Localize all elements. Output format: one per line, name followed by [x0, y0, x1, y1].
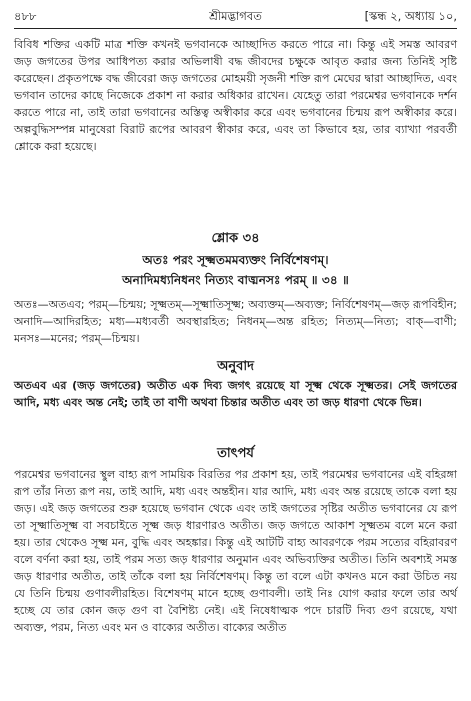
purport-heading: তাৎপর্য [217, 446, 254, 461]
verse-heading: শ্লোক ৩৪ [211, 231, 260, 246]
running-header [14, 8, 457, 28]
verse-text [14, 250, 457, 290]
section-reference: [স্কন্ধ ২, অধ্যায় ১০, [364, 9, 457, 23]
verse-line: অতঃ পরং সূক্ষ্মতমমব্যক্তং নির্বিশেষণম্। [142, 253, 329, 267]
page-number: ৪৮৮ [14, 9, 37, 23]
header-rule [14, 28, 457, 29]
book-title: শ্রীমদ্ভাগবত [209, 9, 262, 23]
intro-paragraph: বিবিধ শক্তির একটি মাত্র শক্তি কখনই ভগবানকে আচ্ছাদিত করতে পারে না। কিন্তু এই সমস্ত আবরণ জড় জগতের উপর আধিপত্য করার অভিলাষী বদ্ধ জীবদের চক্ষুকে আবৃত করার জন্য তিনিই সৃষ্টি করেছেন। প্রকৃতপক্ষে বদ্ধ জীবেরা জড় জগতের মোহময়ী সৃজনী শক্তি রূপ মেঘের দ্বারা আচ্ছাদিত, এবং ভগবান তাদের কাছে নিজেকে প্রকাশ না করার অধিকার রাখেন। যেহেতু তারা পরমেশ্বর ভগবানকে দর্শন করতে পারে না, তাই তারা ভগবানের অস্তিত্ব অস্বীকার করে এবং ভগবানের চিন্ময় রূপ অস্বীকার করে। অল্পবুদ্ধিসম্পন্ন মানুষেরা বিরাট রূপের আবরণ স্বীকার করে, এবং তা কিভাবে হয়, তার ব্যাখ্যা পরবর্তী শ্লোকে করা হয়েছে। [14, 38, 457, 153]
word-meanings: অতঃ—অতএব; পরম্—চিন্ময়; সূক্ষ্মতম্—সূক্ষ্মাতিসূক্ষ্ম; অব্যক্তম্—অব্যক্ত; নির্বিশেষণম্—জড় রূপবিহীন; অনাদি—আদিরহিত; মধ্য—মধ্যবর্তী অবস্থারহিত; নিধনম্—অন্ত রহিত; নিত্যম্—নিত্য; বাক্—বাণী; মনসঃ—মনের; পরম্—চিন্ময়। [14, 298, 457, 345]
verse-line: অনাদিমধ্যনিধনং নিত্যং বাঙ্মনসঃ পরম্ ॥ ৩৪ ॥ [122, 273, 349, 287]
translation-text: অতএব এর (জড় জগতের) অতীত এক দিব্য জগৎ রয়েছে যা সূক্ষ্ম থেকে সূক্ষ্মতর। সেই জগতের আদি, মধ্য এবং অন্ত নেই; তাই তা বাণী অথবা চিন্তার অতীত এবং তা জড় ধারণা থেকে ভিন্ন। [14, 379, 457, 409]
translation-heading: অনুবাদ [217, 359, 254, 374]
purport-text: পরমেশ্বর ভগবানের স্থুল বাহ্য রূপ সাময়িক বিরতির পর প্রকাশ হয়, তাই পরমেশ্বর ভগবানের এই বহিরঙ্গা রূপ তাঁর নিত্য রূপ নয়, তাই আদি, মধ্য এবং অন্তহীন। যার আদি, মধ্য এবং অন্ত রয়েছে তাকে বলা হয় জড়। এই জড় জগতের শুরু হয়েছে ভগবান থেকে এবং তাই জগতের সৃষ্টির অতীত ভগবানের যে রূপ তা সূক্ষ্মাতিসূক্ষ্ম বা সবচাইতে সূক্ষ্ম জড় ধারণারও অতীত। জড় জগতে আকাশ সূক্ষ্মতম বলে মনে করা হয়। তার থেকেও সূক্ষ্ম মন, বুদ্ধি এবং অহঙ্কার। কিন্তু এই আটটি বাহ্য আবরণকে পরম সত্যের বহিরাবরণ বলে বর্ণনা করা হয়, তাই পরম সত্য জড় ধারণার অনুমান এবং অভিব্যক্তির অতীত। তিনি অবশ্যই সমস্ত জড় ধারণার অতীত, তাই তাঁকে বলা হয় নির্বিশেষণম্। কিন্তু তা বলে এটা কখনও মনে করা উচিত নয় যে তিনি চিন্ময় গুণাবলীরহিত। বিশেষণম্ মানে হচ্ছে গুণাবলী। তাই নিঃ যোগ করার ফলে তার অর্থ হচ্ছে যে তার কোন জড় গুণ বা বৈশিষ্ট্য নেই। এই নিষেধাত্মক পদে চারটি দিব্য গুণ রয়েছে, যথা অব্যক্ত, পরম, নিত্য এবং মন ও বাক্যের অতীত। বাক্যের অতীত [14, 468, 457, 634]
